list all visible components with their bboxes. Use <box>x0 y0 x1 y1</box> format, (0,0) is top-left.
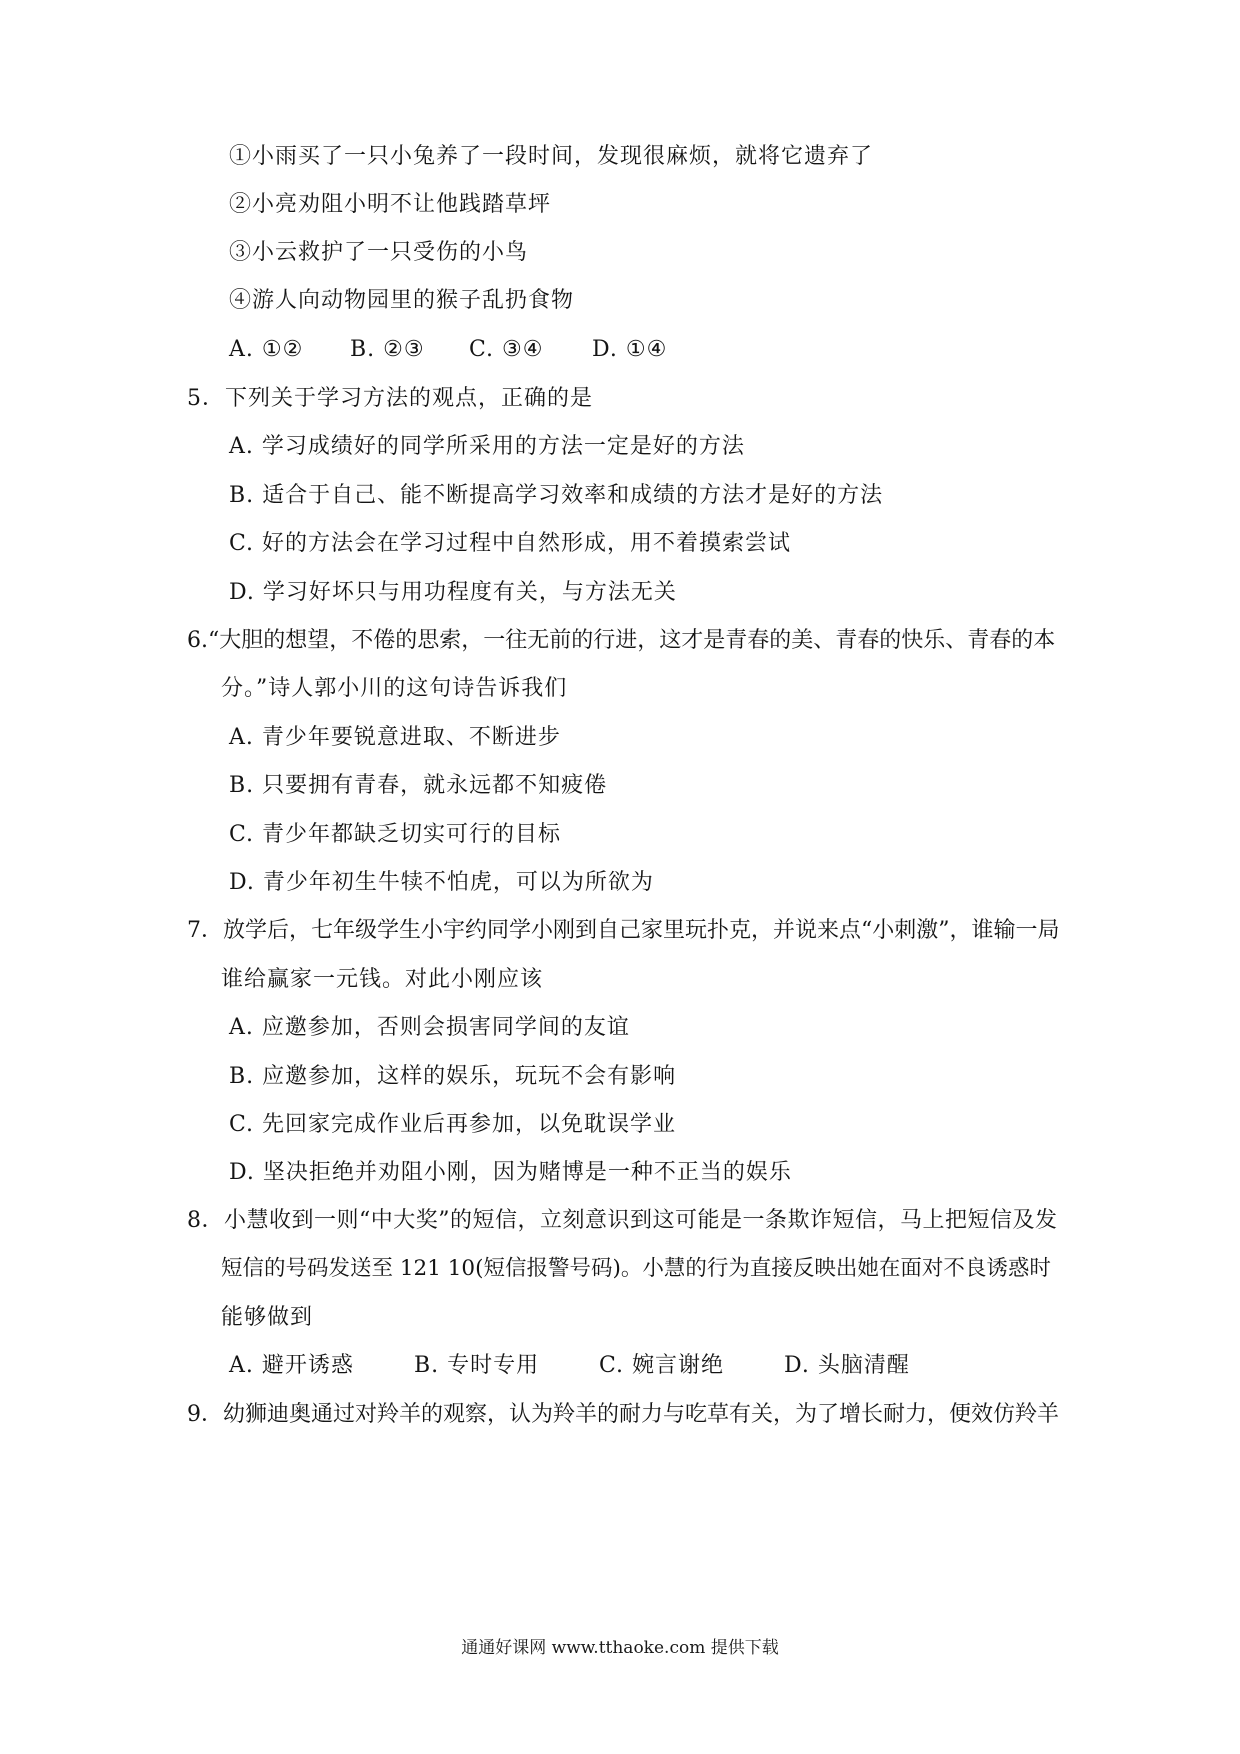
q8-option-a: A. 避开诱惑 <box>229 1353 354 1378</box>
q6-option-c: C. 青少年都缺乏切实可行的目标 <box>229 822 562 847</box>
q6-option-b: B. 只要拥有青春，就永远都不知疲倦 <box>229 773 608 798</box>
q5-stem: 5．下列关于学习方法的观点，正确的是 <box>187 386 593 411</box>
q5-option-d: D. 学习好坏只与用功程度有关，与方法无关 <box>229 580 677 605</box>
q7-option-d: D. 坚决拒绝并劝阻小刚，因为赌博是一种不正当的娱乐 <box>229 1160 792 1185</box>
q4-item-2: ②小亮劝阻小明不让他践踏草坪 <box>229 192 552 217</box>
q8-option-c: C. 婉言谢绝 <box>599 1353 725 1378</box>
q7-option-b: B. 应邀参加，这样的娱乐，玩玩不会有影响 <box>229 1064 677 1089</box>
q9-stem-line-1: 9．幼狮迪奥通过对羚羊的观察，认为羚羊的耐力与吃草有关，为了增长耐力，便效仿羚羊 <box>187 1402 1060 1427</box>
q5-option-c: C. 好的方法会在学习过程中自然形成，用不着摸索尝试 <box>229 531 792 556</box>
q6-option-d: D. 青少年初生牛犊不怕虎，可以为所欲为 <box>229 870 654 895</box>
q5-option-b: B. 适合于自己、能不断提高学习效率和成绩的方法才是好的方法 <box>229 483 884 508</box>
q8-option-d: D. 头脑清醒 <box>784 1353 910 1378</box>
q8-stem-line-2: 短信的号码发送至 121 10(短信报警号码)。小慧的行为直接反映出她在面对不良诱惑时 <box>221 1256 1051 1281</box>
q8-option-b: B. 专时专用 <box>414 1353 540 1378</box>
q5-option-a: A. 学习成绩好的同学所采用的方法一定是好的方法 <box>229 434 745 459</box>
q8-stem-line-1: 8．小慧收到一则“中大奖”的短信，立刻意识到这可能是一条欺诈短信，马上把短信及发 <box>187 1208 1058 1233</box>
q4-item-1: ①小雨买了一只小兔养了一段时间，发现很麻烦，就将它遗弃了 <box>229 144 874 169</box>
q4-option-b: B. ②③ <box>350 337 425 362</box>
q4-item-3: ③小云救护了一只受伤的小鸟 <box>229 240 529 265</box>
q7-stem-line-2: 谁给赢家一元钱。对此小刚应该 <box>221 967 544 992</box>
q7-option-c: C. 先回家完成作业后再参加，以免耽误学业 <box>229 1112 677 1137</box>
q6-stem-line-1: 6.“大胆的想望，不倦的思索，一往无前的行进，这才是青春的美、青春的快乐、青春的本 <box>187 628 1056 653</box>
q6-option-a: A. 青少年要锐意进取、不断进步 <box>229 725 561 750</box>
q4-option-d: D. ①④ <box>592 337 668 362</box>
page-footer: 通通好课网 www.tthaoke.com 提供下载 <box>461 1638 779 1658</box>
q4-item-4: ④游人向动物园里的猴子乱扔食物 <box>229 288 575 313</box>
q6-stem-line-2: 分。”诗人郭小川的这句诗告诉我们 <box>221 676 568 701</box>
q4-option-c: C. ③④ <box>469 337 544 362</box>
q7-option-a: A. 应邀参加，否则会损害同学间的友谊 <box>229 1015 630 1040</box>
q4-option-a: A. ①② <box>229 337 304 362</box>
q7-stem-line-1: 7．放学后，七年级学生小宇约同学小刚到自己家里玩扑克，并说来点“小刺激”，谁输一局 <box>187 918 1060 943</box>
q8-stem-line-3: 能够做到 <box>221 1305 314 1330</box>
